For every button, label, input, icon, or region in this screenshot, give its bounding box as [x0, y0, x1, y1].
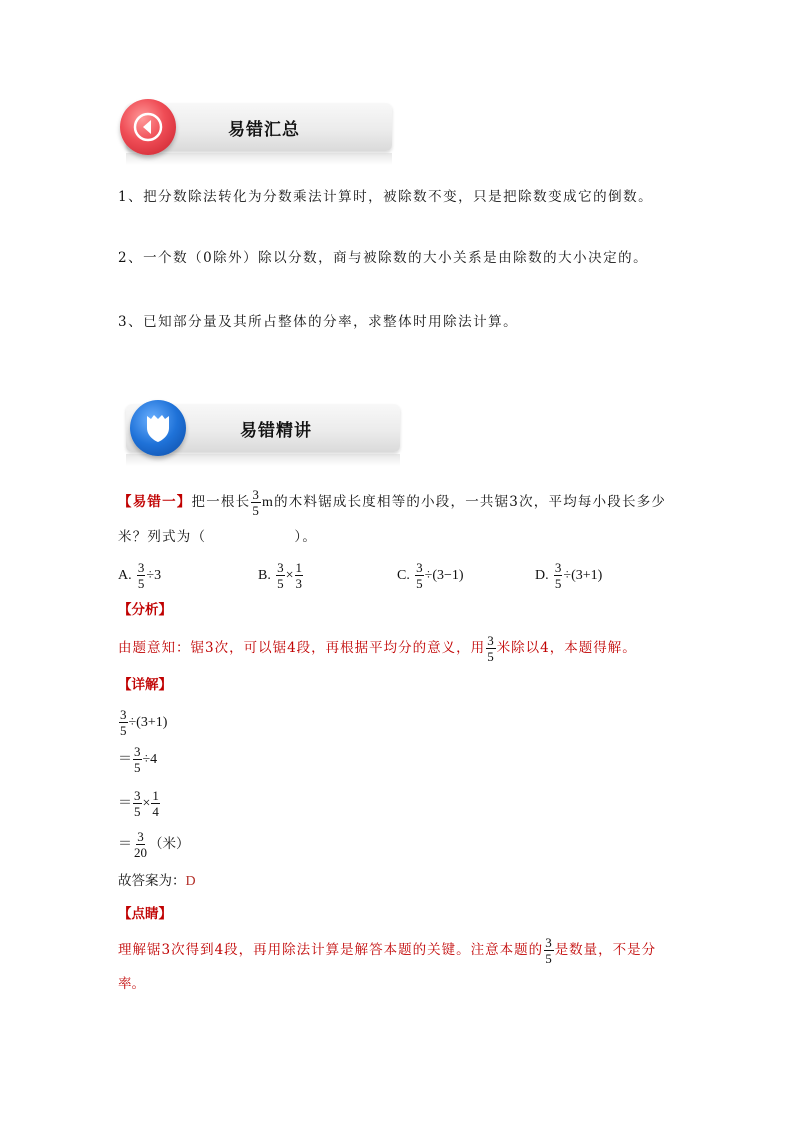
section-banner-explain: [118, 404, 400, 466]
back-arrow-badge-icon: [120, 99, 176, 155]
option-a[interactable]: A. $\frac{3}{5}$ ÷3: [118, 560, 162, 591]
question-tag: 【易错一】: [118, 494, 192, 510]
answer-line: 故答案为：D: [118, 873, 196, 889]
fraction: $\frac{3}{5}$: [252, 487, 261, 518]
section-banner-summary: [118, 103, 392, 165]
summary-item-1: 1、把分数除法转化为分数乘法计算时，被除数不变，只是把除数变成它的倒数。: [118, 189, 654, 205]
summary-item-2: 2、一个数（0除外）除以分数，商与被除数的大小关系是由除数的大小决定的。: [118, 250, 649, 266]
solution-step-3: ＝ $\frac{3}{5}$ × $\frac{1}{4}$: [118, 788, 159, 819]
analysis-heading: 【分析】: [118, 602, 172, 618]
section-title: 易错汇总: [228, 120, 300, 140]
question-line-2: 米？列式为（ ）。: [118, 529, 318, 545]
option-c[interactable]: C. $\frac{3}{5}$ ÷(3−1): [397, 560, 464, 591]
shield-badge-icon: [130, 400, 186, 456]
option-d[interactable]: D. $\frac{3}{5}$ ÷(3+1): [535, 560, 603, 591]
solution-step-1: $\frac{3}{5}$ ÷(3+1): [120, 707, 168, 738]
comment-text: 理解锯3次得到4段，再用除法计算是解答本题的关键。注意本题的 $\frac{3}{5}$ 是数量，不是分: [118, 935, 657, 966]
options-row: [118, 561, 678, 591]
answer-value: D: [185, 874, 196, 889]
solution-step-4: ＝ $\frac{3}{20}$ （米）: [118, 829, 190, 860]
section-title: 易错精讲: [240, 421, 312, 441]
summary-item-3: 3、已知部分量及其所占整体的分率，求整体时用除法计算。: [118, 314, 519, 330]
comment-text-line-2: 率。: [118, 976, 145, 992]
comment-heading: 【点睛】: [118, 906, 172, 922]
analysis-text: 由题意知：锯3次，可以锯4段，再根据平均分的意义，用 $\frac{3}{5}$ 米除以4，本题得解。: [118, 633, 637, 664]
option-b[interactable]: B. $\frac{3}{5}$ × $\frac{1}{3}$: [258, 560, 303, 591]
solution-heading: 【详解】: [118, 677, 172, 693]
question-line-1: 【易错一】把一根长 $\frac{3}{5}$ m的木料锯成长度相等的小段，一共锯3次，平均每小段长多少: [118, 487, 667, 518]
solution-step-2: ＝ $\frac{3}{5}$ ÷4: [118, 744, 158, 775]
